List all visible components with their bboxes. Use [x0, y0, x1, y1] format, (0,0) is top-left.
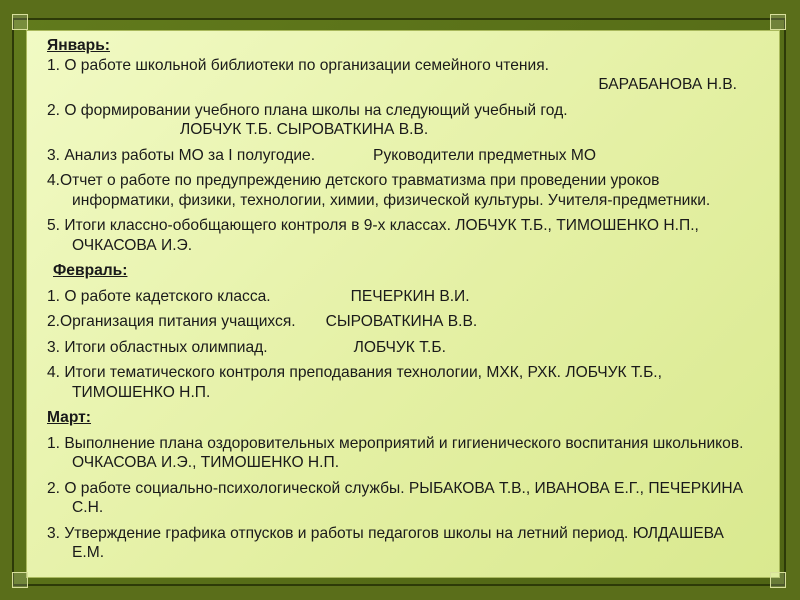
january-item-2: 2. О формировании учебного плана школы на следующий учебный год.: [47, 101, 568, 119]
heading-january: Январь:: [47, 37, 110, 54]
heading-february: Февраль:: [53, 262, 128, 279]
february-item-3: [47, 338, 747, 358]
february-item-2-text: 2.Организация питания учащихся.: [47, 313, 296, 330]
january-item-2-persons: ЛОБЧУК Т.Б. СЫРОВАТКИНА В.В.: [180, 121, 429, 138]
february-item-1-text: 1. О работе кадетского класса.: [47, 287, 271, 305]
january-item-1: 1. О работе школьной библиотеки по организации семейного чтения.: [47, 56, 549, 74]
january-item-3: [47, 146, 747, 166]
january-item-5: 5. Итоги классно-обобщающего контроля в 9-х классах. ЛОБЧУК Т.Б., ТИМОШЕНКО Н.П., ОЧКАСОВА И.Э.: [47, 217, 699, 254]
february-item-3-text: 3. Итоги областных олимпиад.: [47, 338, 268, 356]
january-item-3-person: Руководители предметных МО: [373, 146, 597, 164]
january-item-1-person: БАРАБАНОВА Н.В.: [598, 76, 737, 93]
february-item-1-person: ПЕЧЕРКИН В.И.: [350, 287, 470, 305]
february-item-2: [47, 312, 747, 332]
january-item-4: 4.Отчет о работе по предупреждению детского травматизма при проведении уроков информатики, физики, технологии, химии, физической культуры. Учителя-предметники.: [47, 172, 711, 209]
corner-square-top-left: [12, 14, 28, 30]
corner-square-bottom-left: [12, 572, 28, 588]
march-item-2: 2. О работе социально-психологической службы. РЫБАКОВА Т.В., ИВАНОВА Е.Г., ПЕЧЕРКИНА С.Н.: [47, 479, 744, 516]
january-item-3-text: 3. Анализ работы МО за I полугодие.: [47, 146, 316, 164]
february-item-3-person: ЛОБЧУК Т.Б.: [353, 338, 446, 356]
february-item-1: [47, 287, 747, 307]
february-item-2-person: СЫРОВАТКИНА В.В.: [325, 313, 478, 330]
corner-square-top-right: [770, 14, 786, 30]
march-item-1: 1. Выполнение плана оздоровительных мероприятий и гигиенического воспитания школьников. ОЧКАСОВА И.Э., ТИМОШЕНКО Н.П.: [47, 434, 744, 471]
heading-march: Март:: [47, 409, 92, 426]
february-item-4: 4. Итоги тематического контроля преподавания технологии, МХК, РХК. ЛОБЧУК Т.Б., ТИМОШЕНКО Н.П.: [47, 364, 662, 401]
plan-text: [47, 36, 747, 563]
march-item-3: 3. Утверждение графика отпусков и работы педагогов школы на летний период. ЮЛДАШЕВА Е.М.: [47, 524, 724, 561]
corner-square-bottom-right: [770, 572, 786, 588]
